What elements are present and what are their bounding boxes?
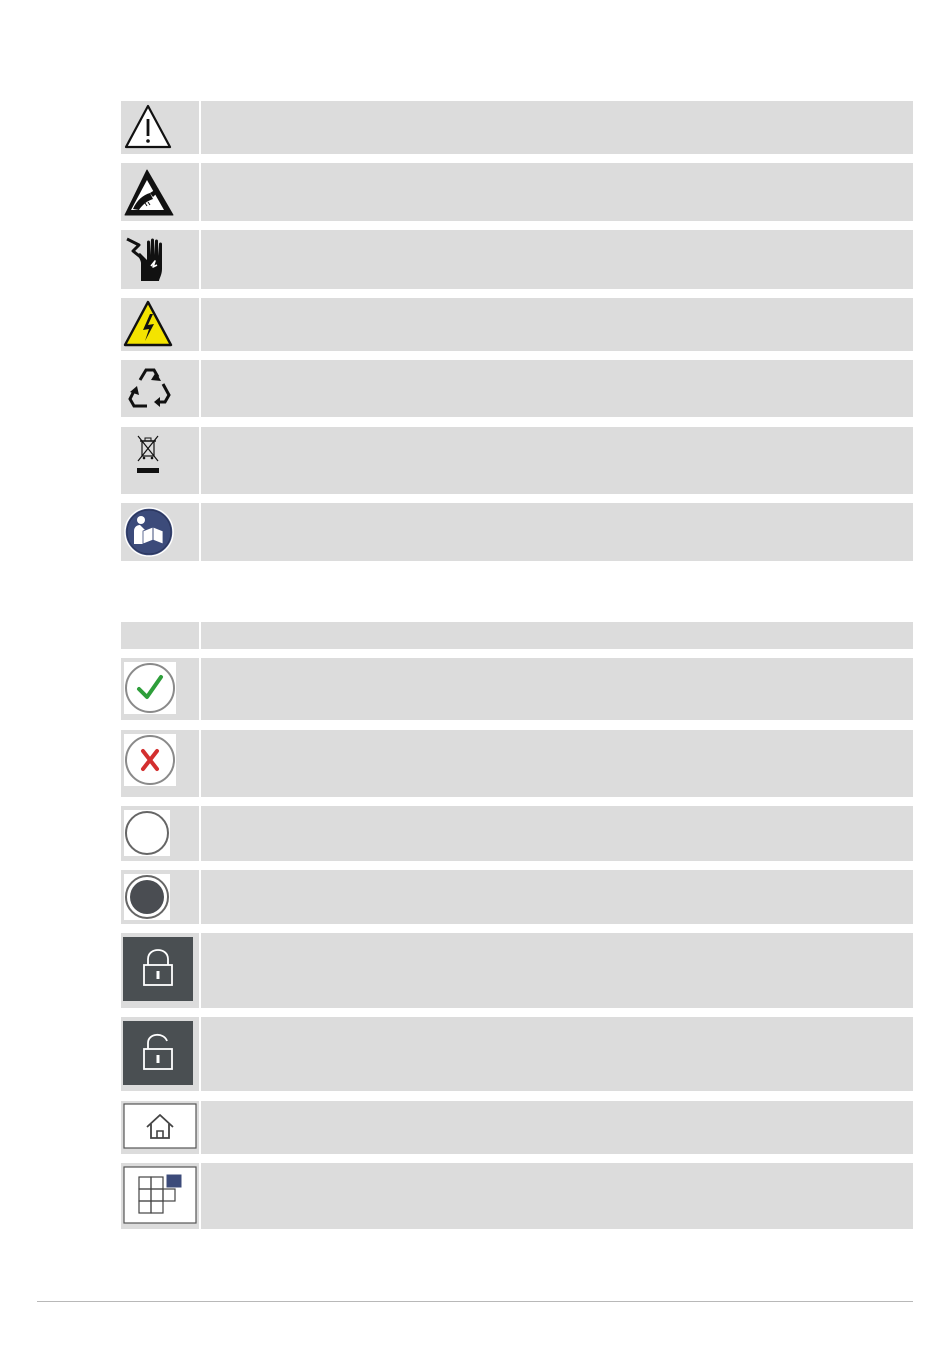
table-row (121, 503, 913, 561)
read-manual-icon (123, 506, 175, 558)
table-row (121, 230, 913, 289)
electric-shock-hand-icon (123, 233, 175, 285)
footer-divider (37, 1301, 913, 1302)
home-icon (123, 1103, 197, 1149)
table-header-row (121, 622, 913, 649)
cross-error-icon (123, 733, 177, 787)
circle-filled-icon (123, 873, 171, 921)
check-ok-icon (123, 661, 177, 715)
table-row (121, 870, 913, 924)
high-voltage-warning-icon (123, 299, 173, 349)
lock-open-icon (123, 1021, 193, 1085)
table-row (121, 933, 913, 1008)
grid-menu-icon (123, 1166, 197, 1224)
table-row (121, 658, 913, 720)
table-row (121, 1101, 913, 1154)
table-row (121, 298, 913, 351)
weee-crossed-bin-icon (123, 432, 173, 480)
table-row (121, 427, 913, 494)
table-row (121, 163, 913, 221)
esd-warning-icon (123, 166, 175, 218)
recycling-icon (123, 362, 175, 414)
table-row (121, 730, 913, 797)
lock-closed-icon (123, 937, 193, 1001)
table-row (121, 1163, 913, 1229)
table-row (121, 806, 913, 861)
table-row (121, 1017, 913, 1091)
table-row (121, 360, 913, 417)
general-warning-icon (123, 103, 173, 151)
table-row (121, 101, 913, 154)
circle-empty-icon (123, 809, 171, 857)
